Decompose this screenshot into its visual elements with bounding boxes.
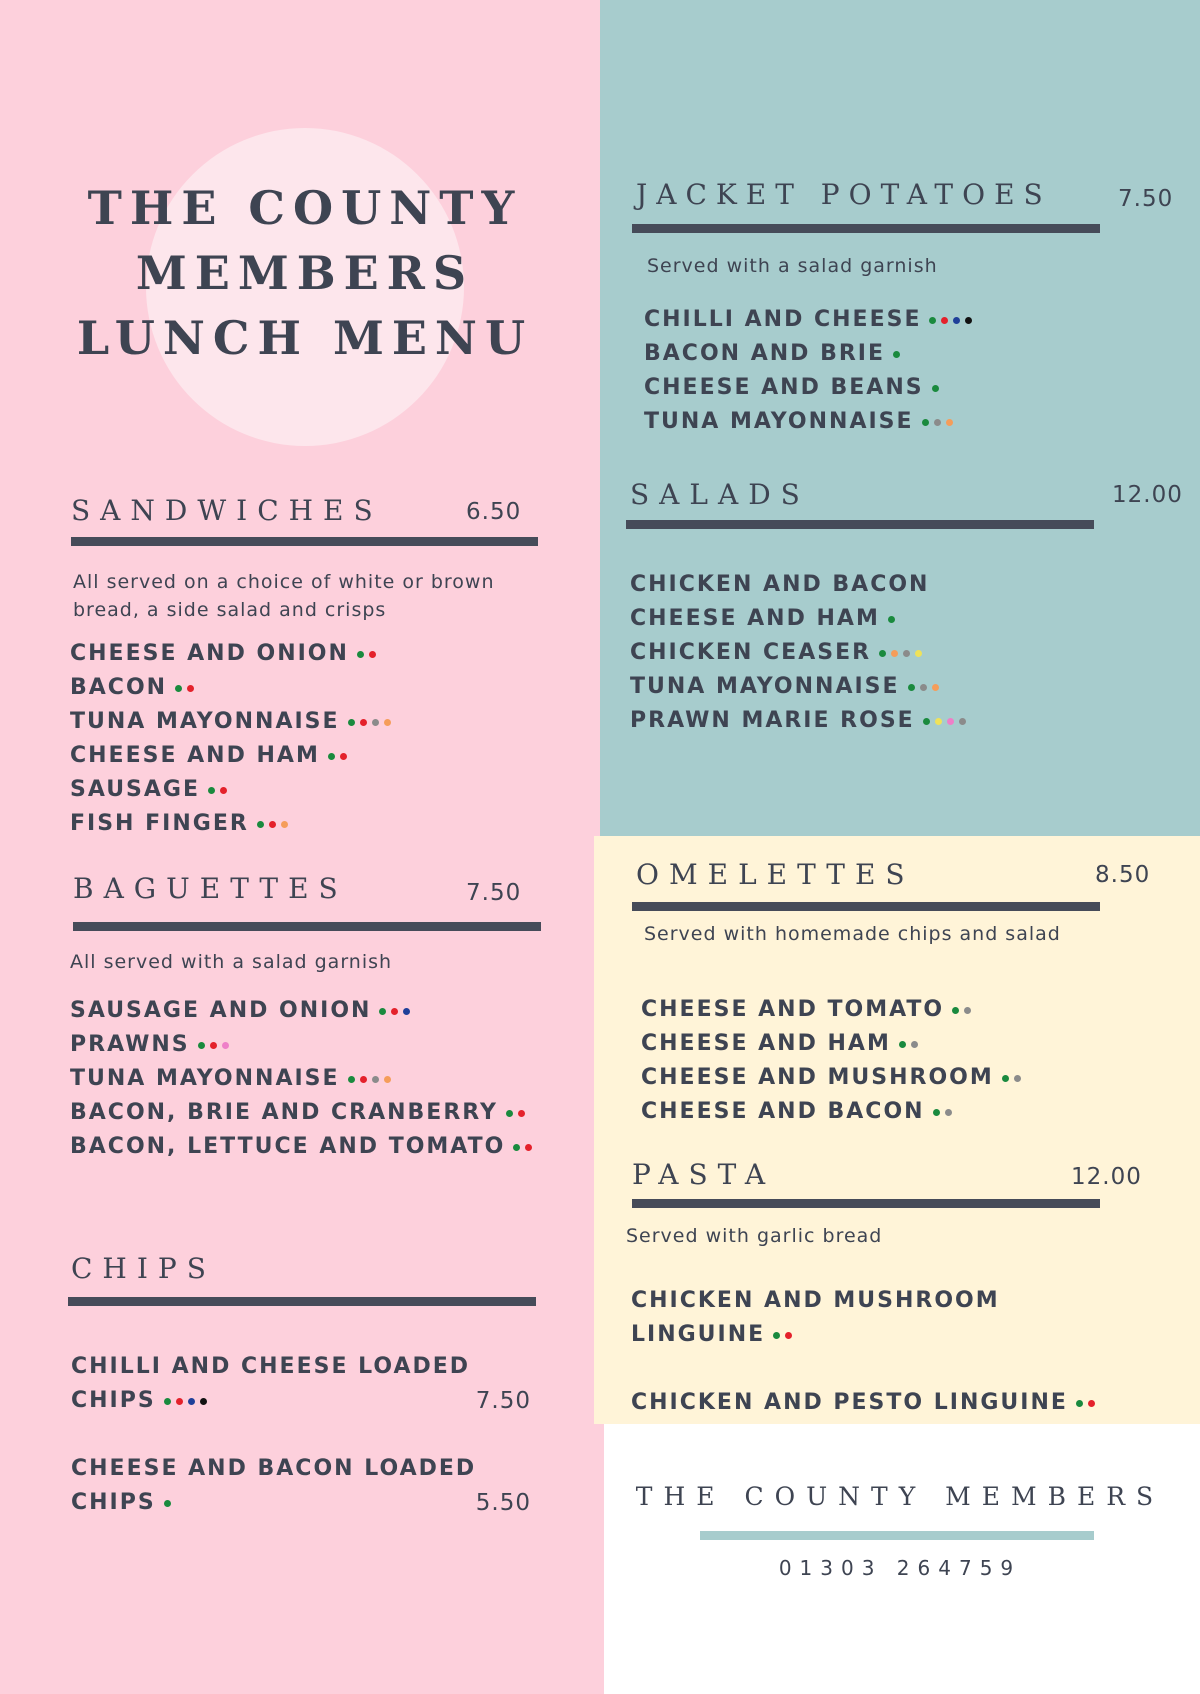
chips-item [71, 1452, 531, 1520]
allergen-dot-green [893, 351, 900, 358]
item-name: TUNA MAYONNAISE [644, 409, 914, 434]
allergen-dot-gray [964, 1007, 971, 1014]
allergen-dots [506, 1096, 530, 1130]
section-title: SALADS [630, 478, 810, 511]
menu-item [70, 807, 396, 841]
menu-item [70, 1028, 537, 1062]
menu-item [630, 670, 971, 704]
item-name: BACON, LETTUCE AND TOMATO [70, 1134, 506, 1159]
section-divider [68, 1297, 536, 1306]
allergen-dot-red [340, 753, 347, 760]
item-name: FISH FINGER [70, 811, 249, 836]
menu-item [70, 739, 396, 773]
allergen-dot-green [932, 385, 939, 392]
item-name: CHIPS [71, 1388, 156, 1413]
allergen-dots [899, 1027, 923, 1061]
menu-title-line: THE COUNTY [87, 181, 523, 235]
allergen-dot-orange [946, 419, 953, 426]
allergen-dot-yellow [935, 718, 942, 725]
allergen-dot-green [175, 685, 182, 692]
item-price: 5.50 [475, 1490, 531, 1516]
allergen-dot-red [391, 1008, 398, 1015]
allergen-dot-red [369, 651, 376, 658]
item-name: CHEESE AND HAM [70, 743, 320, 768]
allergen-dots [164, 1384, 212, 1418]
item-list [644, 303, 977, 439]
section-divider [632, 1199, 1100, 1208]
allergen-dot-gray [911, 1041, 918, 1048]
allergen-dots [952, 993, 976, 1027]
item-list [70, 994, 537, 1164]
menu-title-line: MEMBERS [135, 246, 475, 300]
allergen-dot-green [348, 719, 355, 726]
menu-item [630, 602, 971, 636]
item-name: CHICKEN AND PESTO LINGUINE [631, 1390, 1068, 1415]
item-name: SAUSAGE AND ONION [70, 998, 372, 1023]
allergen-dots [379, 994, 415, 1028]
section-price: 7.50 [1118, 186, 1174, 212]
allergen-dot-orange [281, 821, 288, 828]
section-title: OMELETTES [636, 858, 915, 891]
menu-item [641, 1027, 1026, 1061]
allergen-dot-green [513, 1144, 520, 1151]
footer-divider [700, 1531, 1094, 1540]
item-name: CHEESE AND HAM [630, 606, 880, 631]
allergen-dot-orange [384, 1076, 391, 1083]
item-name: CHEESE AND MUSHROOM [641, 1065, 994, 1090]
allergen-dot-green [506, 1110, 513, 1117]
allergen-dot-gray [934, 419, 941, 426]
allergen-dots [513, 1130, 537, 1164]
section-price: 12.00 [1112, 482, 1183, 508]
allergen-dot-yellow [915, 650, 922, 657]
allergen-dot-red [269, 821, 276, 828]
allergen-dots [929, 303, 977, 337]
item-list [641, 993, 1026, 1129]
allergen-dot-green [348, 1076, 355, 1083]
section-divider [632, 902, 1100, 911]
section-title: BAGUETTES [73, 872, 348, 905]
item-name: TUNA MAYONNAISE [630, 674, 900, 699]
chips-item [71, 1350, 531, 1418]
section-divider [73, 922, 541, 931]
menu-item [70, 1062, 537, 1096]
item-name: LINGUINE [631, 1322, 766, 1347]
menu-item [630, 568, 971, 602]
allergen-dots [357, 637, 381, 671]
menu-item [641, 993, 1026, 1027]
menu-item [644, 405, 977, 439]
allergen-dot-red [941, 317, 948, 324]
allergen-dot-red [220, 787, 227, 794]
item-name: TUNA MAYONNAISE [70, 709, 340, 734]
allergen-dots [922, 405, 958, 439]
menu-item [70, 671, 396, 705]
menu-item [70, 773, 396, 807]
section-price: 6.50 [466, 499, 522, 525]
section-title: PASTA [632, 1158, 776, 1191]
allergen-dot-pink [947, 718, 954, 725]
allergen-dot-red [525, 1144, 532, 1151]
menu-title [40, 176, 570, 371]
section-divider [632, 224, 1100, 233]
allergen-dot-red [210, 1042, 217, 1049]
allergen-dots [208, 773, 232, 807]
allergen-dot-red [518, 1110, 525, 1117]
section-description: All served with a salad garnish [70, 951, 393, 973]
allergen-dots [893, 337, 905, 371]
allergen-dot-green [773, 1332, 780, 1339]
item-name: CHEESE AND HAM [641, 1031, 891, 1056]
allergen-dot-green [164, 1398, 171, 1405]
item-name: CHICKEN AND BACON [630, 572, 930, 597]
allergen-dot-gray [959, 718, 966, 725]
section-title: CHIPS [71, 1252, 216, 1285]
menu-item [630, 704, 971, 738]
allergen-dot-gray [903, 650, 910, 657]
item-name: CHICKEN AND MUSHROOM [631, 1288, 1000, 1313]
allergen-dot-green [164, 1500, 171, 1507]
allergen-dot-blue [953, 317, 960, 324]
item-list [70, 637, 396, 841]
allergen-dot-green [328, 753, 335, 760]
allergen-dots [908, 670, 944, 704]
item-name: CHEESE AND BEANS [644, 375, 924, 400]
allergen-dot-gray [920, 684, 927, 691]
item-name: CHEESE AND TOMATO [641, 997, 945, 1022]
allergen-dots [888, 602, 900, 636]
allergen-dot-blue [188, 1398, 195, 1405]
allergen-dots [932, 371, 944, 405]
allergen-dots [164, 1486, 176, 1520]
allergen-dot-orange [384, 719, 391, 726]
item-name: CHICKEN CEASER [630, 640, 872, 665]
menu-item [70, 994, 537, 1028]
menu-item [644, 337, 977, 371]
item-name: CHILLI AND CHEESE LOADED [71, 1354, 471, 1379]
item-name: CHEESE AND ONION [70, 641, 349, 666]
allergen-dots [1002, 1061, 1026, 1095]
section-description: All served on a choice of white or brown bread, a side salad and crisps [73, 571, 495, 621]
allergen-dots [257, 807, 293, 841]
menu-item [644, 303, 977, 337]
allergen-dot-red [1088, 1400, 1095, 1407]
section-title: SANDWICHES [71, 494, 383, 527]
item-name: PRAWN MARIE ROSE [630, 708, 915, 733]
allergen-dot-green [1076, 1400, 1083, 1407]
menu-item [70, 705, 396, 739]
allergen-dot-orange [891, 650, 898, 657]
item-price: 7.50 [475, 1388, 531, 1414]
allergen-dot-green [257, 821, 264, 828]
allergen-dot-green [379, 1008, 386, 1015]
allergen-dot-green [198, 1042, 205, 1049]
section-description: Served with homemade chips and salad [644, 923, 1061, 945]
allergen-dots [328, 739, 352, 773]
menu-title-line: LUNCH MENU [76, 311, 534, 365]
allergen-dot-red [360, 1076, 367, 1083]
allergen-dot-red [785, 1332, 792, 1339]
allergen-dot-black [965, 317, 972, 324]
allergen-dot-green [908, 684, 915, 691]
menu-item [641, 1095, 1026, 1129]
pasta-item [631, 1284, 1171, 1352]
allergen-dots [933, 1095, 957, 1129]
section-description: Served with a salad garnish [647, 255, 938, 277]
section-divider [626, 520, 1094, 529]
item-name: BACON, BRIE AND CRANBERRY [70, 1100, 498, 1125]
footer-name: THE COUNTY MEMBERS [635, 1482, 1165, 1511]
item-name: CHEESE AND BACON LOADED [71, 1456, 477, 1481]
item-name: BACON AND BRIE [644, 341, 885, 366]
section-price: 7.50 [466, 880, 522, 906]
section-description: Served with garlic bread [626, 1225, 883, 1247]
allergen-dot-green [208, 787, 215, 794]
section-title: JACKET POTATOES [636, 178, 1052, 211]
menu-item [630, 636, 971, 670]
allergen-dots [198, 1028, 234, 1062]
item-name: BACON [70, 675, 168, 700]
allergen-dot-green [899, 1041, 906, 1048]
allergen-dot-gray [372, 1076, 379, 1083]
allergen-dots [923, 704, 971, 738]
item-name: SAUSAGE [70, 777, 201, 802]
allergen-dot-gray [1014, 1075, 1021, 1082]
allergen-dots [175, 671, 199, 705]
allergen-dot-gray [372, 719, 379, 726]
allergen-dot-green [357, 651, 364, 658]
section-divider [71, 537, 538, 546]
allergen-dot-red [360, 719, 367, 726]
menu-item [644, 371, 977, 405]
item-name: PRAWNS [70, 1032, 190, 1057]
allergen-dot-blue [403, 1008, 410, 1015]
allergen-dot-green [888, 616, 895, 623]
item-name: CHIPS [71, 1490, 156, 1515]
menu-item [641, 1061, 1026, 1095]
allergen-dots [773, 1318, 797, 1352]
allergen-dot-pink [222, 1042, 229, 1049]
allergen-dots [879, 636, 927, 670]
allergen-dot-green [1002, 1075, 1009, 1082]
item-name: CHILLI AND CHEESE [644, 307, 922, 332]
allergen-dot-green [952, 1007, 959, 1014]
section-price: 12.00 [1071, 1164, 1142, 1190]
allergen-dot-gray [945, 1109, 952, 1116]
allergen-dots [1076, 1386, 1100, 1420]
pasta-item [631, 1386, 1191, 1420]
allergen-dot-green [929, 317, 936, 324]
item-name: CHEESE AND BACON [641, 1099, 925, 1124]
item-list [630, 568, 971, 738]
allergen-dot-red [187, 685, 194, 692]
allergen-dot-green [923, 718, 930, 725]
allergen-dot-green [879, 650, 886, 657]
item-name: TUNA MAYONNAISE [70, 1066, 340, 1091]
allergen-dot-red [176, 1398, 183, 1405]
allergen-dot-green [922, 419, 929, 426]
section-price: 8.50 [1095, 862, 1151, 888]
menu-item [70, 1096, 537, 1130]
allergen-dot-orange [932, 684, 939, 691]
allergen-dots [348, 705, 396, 739]
menu-item [70, 1130, 537, 1164]
allergen-dot-black [200, 1398, 207, 1405]
footer-phone: 01303 264759 [778, 1556, 1022, 1580]
allergen-dot-green [933, 1109, 940, 1116]
allergen-dots [348, 1062, 396, 1096]
menu-item [70, 637, 396, 671]
